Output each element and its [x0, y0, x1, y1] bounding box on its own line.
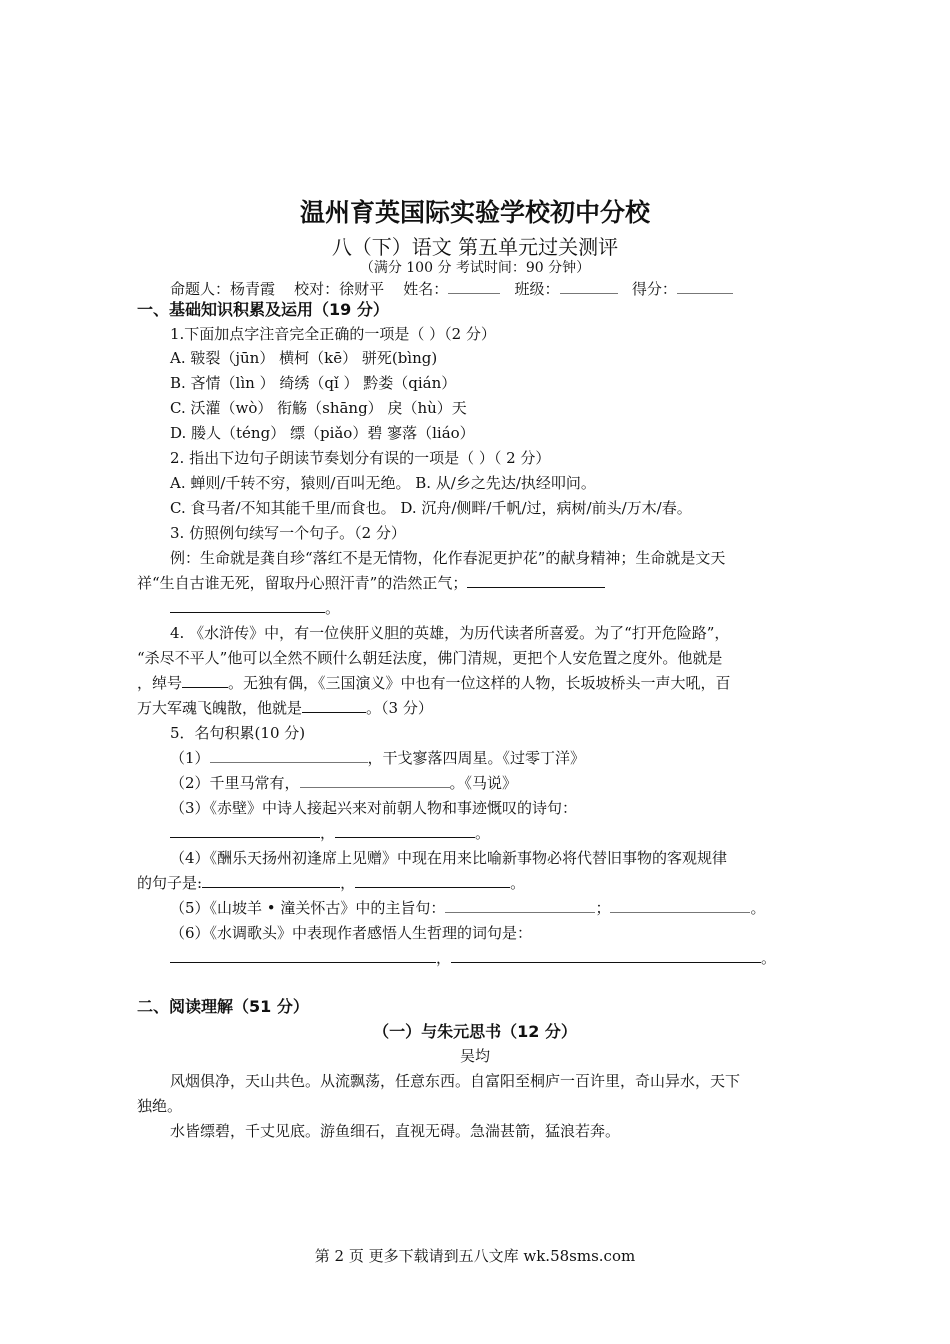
- q5-1-blank[interactable]: [210, 748, 368, 763]
- q5-4-comma: ，: [340, 874, 356, 892]
- q5-stem: 5．名句积累(10 分): [170, 724, 306, 742]
- q5-6-comma: ，: [436, 949, 452, 967]
- score-label: 得分：: [631, 280, 677, 298]
- q2-options-ab: A. 蝉则/千转不穷，猿则/百叫无绝。 B. 从/乡之先达/执经叩问。: [170, 474, 596, 492]
- q5-5-text: （5）《山坡羊 • 潼关怀古》中的主旨句：: [170, 899, 446, 917]
- q4-line4-start: 万大军魂飞魄散，他就是: [137, 699, 303, 717]
- q3-answer-line: [170, 598, 340, 618]
- exam-info: （满分 100 分 考试时间：90 分钟）: [359, 260, 591, 276]
- q1-option-a: A. 皲裂（jūn） 横柯（kē） 骈死(bìng): [170, 349, 438, 367]
- class-blank[interactable]: [560, 279, 618, 294]
- q4-line4-end: 。（3 分）: [366, 699, 433, 717]
- q5-4-blank-1[interactable]: [202, 873, 340, 888]
- q4-line3: [137, 673, 731, 693]
- proposer: 命题人：杨青霞: [170, 280, 276, 298]
- q3-period: 。: [325, 599, 341, 617]
- section2-heading: 二、阅读理解（51 分）: [137, 997, 309, 1016]
- q5-4-blank-2[interactable]: [355, 873, 510, 888]
- q5-item-5: [170, 898, 765, 918]
- name-label: 姓名：: [403, 280, 449, 298]
- q5-2-blank[interactable]: [300, 773, 450, 788]
- q1-option-d: D. 媵人（téng） 缥（piǎo）碧 寥落（liáo）: [170, 424, 475, 442]
- reading-p2: 水皆缥碧，千丈见底。游鱼细石，直视无碍。急湍甚箭，猛浪若奔。: [170, 1122, 621, 1140]
- reading-p1-line2: 独绝。: [137, 1097, 183, 1115]
- q5-3-blank-1[interactable]: [170, 823, 320, 838]
- q5-4-period: 。: [510, 874, 526, 892]
- q5-2-text: （2）千里马常有，: [170, 774, 300, 792]
- q4-character-blank[interactable]: [302, 698, 366, 713]
- q5-3-period: 。: [475, 824, 491, 842]
- reading-author: 吴均: [459, 1047, 490, 1065]
- q5-item-6-answer: [170, 948, 776, 968]
- q5-6-blank-1[interactable]: [170, 948, 436, 963]
- exam-title: 八（下）语文 第五单元过关测评: [331, 235, 619, 259]
- q5-item-6: （6）《水调歌头》中表现作者感悟人生哲理的词句是：: [170, 924, 533, 942]
- q5-5-blank-1[interactable]: [445, 898, 595, 913]
- q1-option-c: C. 沃灌（wò） 衔觞（shāng） 戾（hù）天: [170, 399, 467, 417]
- q5-item-1: [170, 748, 585, 768]
- class-label: 班级：: [514, 280, 560, 298]
- q4-line3-start: ，绰号: [137, 674, 183, 692]
- q5-1-text: ，干戈寥落四周星。《过零丁洋》: [367, 749, 586, 767]
- school-title: 温州育英国际实验学校初中分校: [299, 198, 650, 227]
- reading-title: （一）与朱元思书（12 分）: [373, 1022, 577, 1041]
- q5-6-period: 。: [761, 949, 777, 967]
- q4-line1: 4. 《水浒传》中，有一位侠肝义胆的英雄，为历代读者所喜爱。为了“打开危险路”，: [170, 624, 730, 642]
- q4-line4: [137, 698, 433, 718]
- name-blank[interactable]: [448, 279, 500, 294]
- q5-5-period: 。: [750, 899, 766, 917]
- q5-3-comma: ，: [320, 824, 336, 842]
- q2-stem: 2. 指出下边句子朗读节奏划分有误的一项是（ ）（ 2 分）: [170, 449, 551, 467]
- q5-item-3: （3）《赤壁》中诗人接起兴来对前朝人物和事迹慨叹的诗句：: [170, 799, 578, 817]
- page-footer: 第 2 页 更多下载请到五八文库 wk.58sms.com: [314, 1247, 636, 1265]
- exam-meta: [170, 279, 733, 299]
- q5-5-blank-2[interactable]: [610, 898, 750, 913]
- q3-answer-blank-1[interactable]: [467, 573, 605, 588]
- q1-option-b: B. 吝情（lìn ） 绮绣（qǐ ） 黔娄（qián）: [170, 374, 457, 392]
- q3-example-text: 祥“生自古谁无死，留取丹心照汗青”的浩然正气；: [137, 574, 468, 592]
- q2-options-cd: C. 食马者/不知其能千里/而食也。 D. 沉舟/侧畔/千帆/过，病树/前头/万木/春。: [170, 499, 692, 517]
- q5-item-4: （4）《酬乐天扬州初逢席上见赠》中现在用来比喻新事物必将代替旧事物的客观规律: [170, 849, 728, 867]
- q1-stem: 1.下面加点字注音完全正确的一项是（ ）（2 分）: [170, 325, 496, 343]
- q5-item-2: [170, 773, 517, 793]
- q4-line2: “杀尽不平人”他可以全然不顾什么朝廷法度，佛门清规，更把个人安危置之度外。他就是: [137, 649, 723, 667]
- q5-item-3-answer: [170, 823, 490, 843]
- q3-example-line2: [137, 573, 605, 593]
- score-blank[interactable]: [677, 279, 733, 294]
- reading-p1-line1: 风烟俱净，天山共色。从流飘荡，任意东西。自富阳至桐庐一百许里，奇山异水，天下: [170, 1072, 741, 1090]
- q5-item-4-answer: [137, 873, 525, 893]
- q5-6-blank-2[interactable]: [451, 948, 761, 963]
- q4-line3-end: 。无独有偶，《三国演义》中也有一位这样的人物，长坂坡桥头一声大吼，百: [228, 674, 731, 692]
- checker: 校对：徐财平: [294, 280, 385, 298]
- q3-stem: 3. 仿照例句续写一个句子。（2 分）: [170, 524, 406, 542]
- q5-5-semicolon: ；: [595, 899, 611, 917]
- section1-heading: 一、基础知识积累及运用（19 分）: [137, 300, 389, 319]
- q5-3-blank-2[interactable]: [335, 823, 475, 838]
- q5-4-label: 的句子是:: [137, 874, 203, 892]
- q4-nickname-blank[interactable]: [182, 673, 228, 688]
- q3-example-line1: 例：生命就是龚自珍“落红不是无情物，化作春泥更护花”的献身精神；生命就是文天: [170, 549, 726, 567]
- q5-2-source: 。《马说》: [449, 774, 518, 792]
- q3-answer-blank-2[interactable]: [170, 598, 325, 613]
- q5-1-label: （1）: [170, 749, 210, 767]
